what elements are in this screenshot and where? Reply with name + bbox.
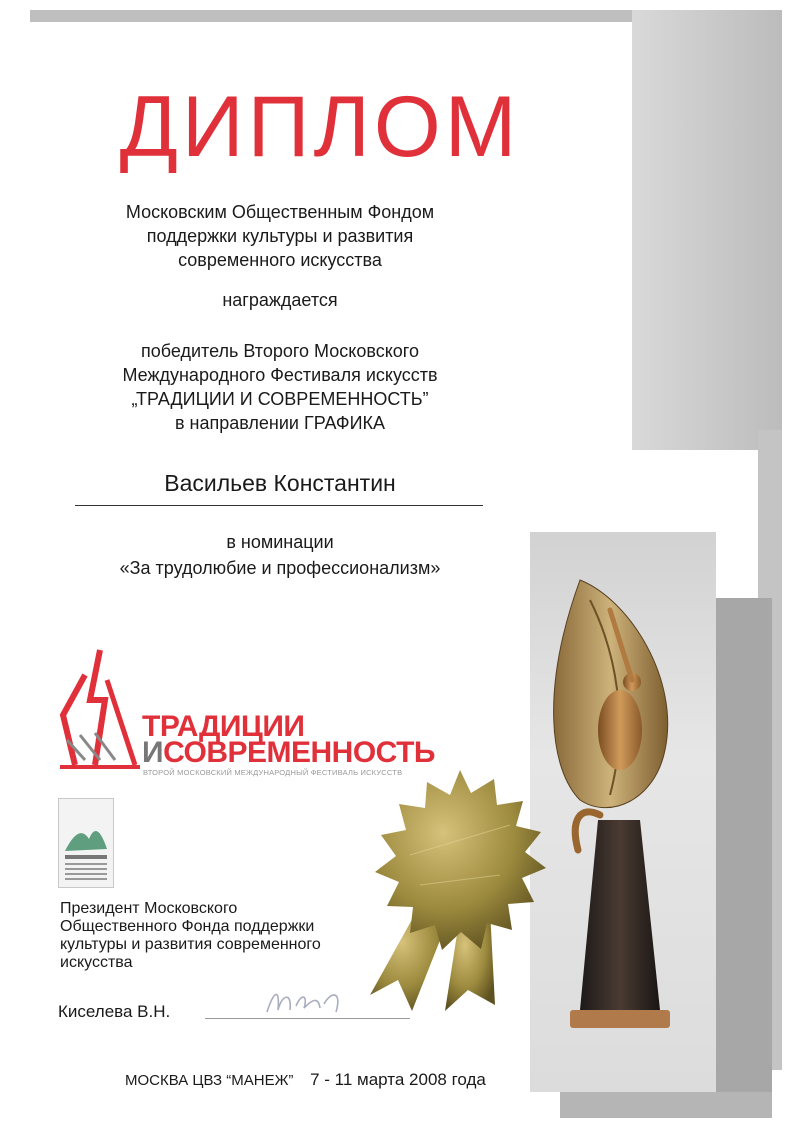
signature-line	[205, 1018, 410, 1019]
festival-logo-initial: И	[142, 736, 164, 769]
issuer-line-1: Московским Общественным Фондом	[125, 202, 435, 222]
frame-lower-strip	[712, 598, 772, 1118]
winner-line-3: „ТРАДИЦИИ И СОВРЕМЕННОСТЬ”	[131, 389, 429, 409]
frame-bottom-bar	[560, 1092, 772, 1118]
festival-logo-subtitle: ВТОРОЙ МОСКОВСКИЙ МЕЖДУНАРОДНЫЙ ФЕСТИВАЛЬ ИСКУССТВ	[143, 768, 403, 777]
frame-top-bar	[30, 10, 640, 22]
frame-right-panel	[632, 10, 782, 450]
statuette-image	[540, 570, 720, 1040]
fund-logo-emblem	[59, 799, 113, 887]
winner-line-2: Международного Фестиваля искусств	[122, 365, 438, 385]
winner-line-1: победитель Второго Московского	[141, 341, 419, 361]
president-line-3: культуры и развития современного	[60, 936, 321, 953]
president-title	[60, 900, 350, 972]
footer	[125, 1070, 486, 1090]
nomination-value: «За трудолюбие и профессионализм»	[119, 558, 441, 578]
handwritten-signature	[262, 982, 357, 1018]
issuer-line-2: поддержки культуры и развития	[146, 226, 414, 246]
president-line-4: искусства	[60, 954, 133, 971]
festival-logo-line-1: ТРАДИЦИИ	[142, 710, 305, 743]
fund-logo	[58, 798, 114, 888]
diploma-title: ДИПЛОМ	[119, 79, 521, 175]
issuer-line-3: современного искусства	[178, 250, 382, 270]
winner-block	[0, 339, 560, 435]
festival-logo-mark	[55, 645, 145, 775]
winner-line-4: в направлении ГРАФИКА	[174, 413, 386, 433]
president-line-1: Президент Московского	[60, 900, 238, 917]
awarded-text: награждается	[222, 290, 338, 310]
recipient-name: Васильев Константин	[164, 470, 396, 496]
recipient-underline	[75, 505, 483, 506]
gold-seal	[350, 765, 565, 1015]
festival-logo-word: СОВРЕМЕННОСТЬ	[163, 736, 435, 769]
festival-logo-line-2	[142, 738, 435, 768]
president-name: Киселева В.Н.	[58, 1002, 171, 1021]
issuer-block	[0, 200, 560, 272]
nomination-label: в номинации	[226, 532, 334, 552]
president-line-2: Общественного Фонда поддержки	[60, 918, 315, 935]
footer-venue: МОСКВА ЦВЗ “МАНЕЖ”	[125, 1072, 294, 1089]
footer-dates: 7 - 11 марта 2008 года	[310, 1070, 486, 1089]
